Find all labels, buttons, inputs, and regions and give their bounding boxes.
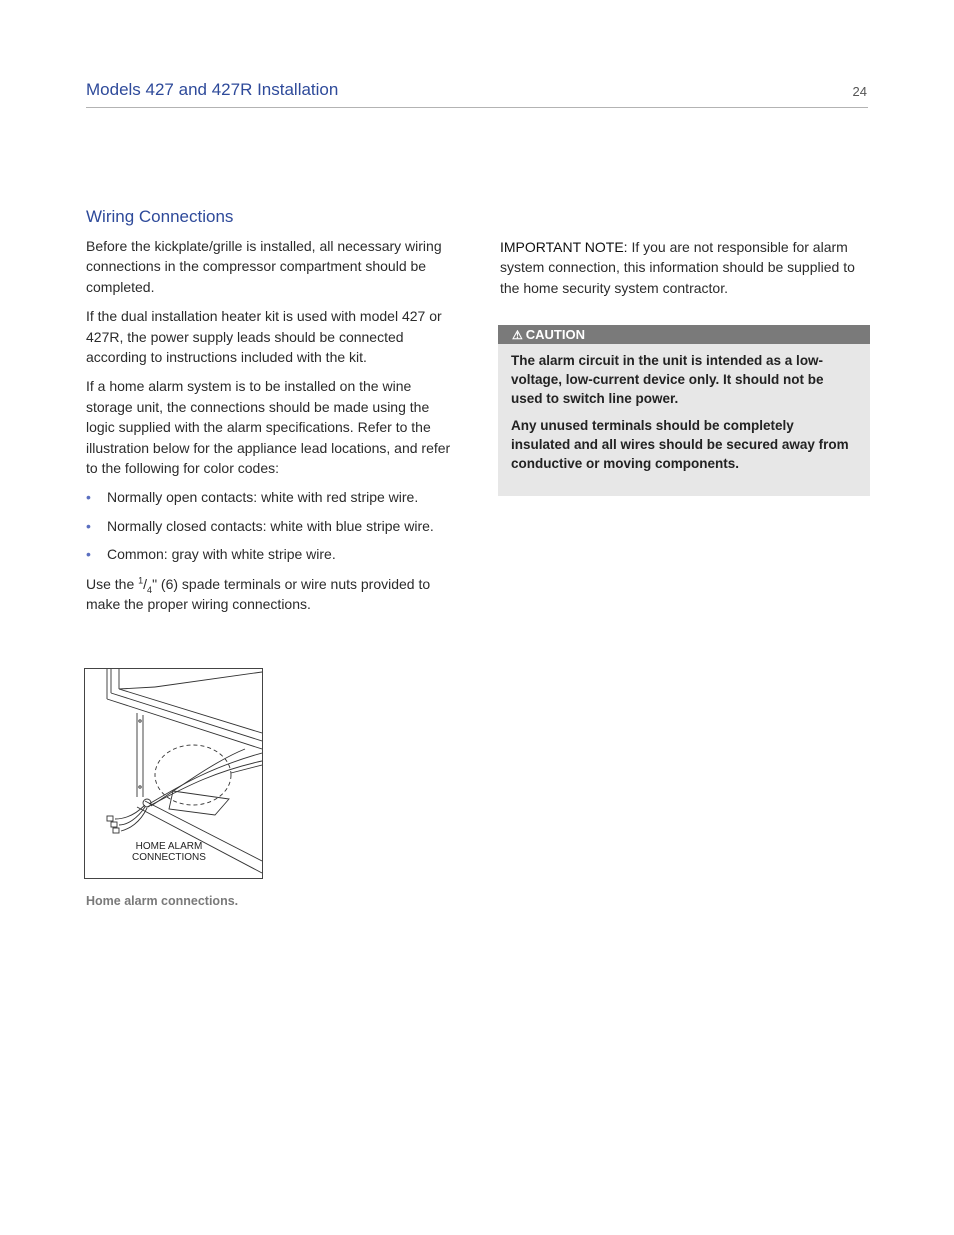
caution-box bbox=[498, 325, 870, 496]
list-item-text: Normally open contacts: white with red stripe wire. bbox=[107, 489, 419, 506]
figure-label-line1: HOME ALARM bbox=[135, 841, 203, 852]
section-heading: Wiring Connections bbox=[86, 207, 234, 226]
right-column bbox=[500, 237, 872, 307]
caution-header bbox=[498, 325, 870, 344]
fraction-slash: / bbox=[143, 575, 148, 592]
important-note-text: If you are not responsible for alarm system connection, this information should be supplied to the home security system contractor. bbox=[500, 239, 855, 296]
bullet-icon: • bbox=[86, 517, 91, 534]
home-alarm-illustration bbox=[84, 668, 263, 879]
caution-paragraph: Any unused terminals should be completely insulated and all wires should be secured away from conductive or moving components. bbox=[511, 418, 849, 471]
list-item-text: Normally closed contacts: white with blue stripe wire. bbox=[107, 517, 434, 534]
list-item bbox=[86, 516, 461, 536]
bullet-icon: • bbox=[86, 546, 91, 563]
figure-caption: Home alarm connections. bbox=[86, 894, 239, 908]
fraction-numerator: 1 bbox=[138, 575, 144, 586]
caution-body bbox=[498, 344, 870, 473]
caution-paragraph: The alarm circuit in the unit is intended as a low-voltage, low-current device only. It should not be used to switch line power. bbox=[511, 353, 824, 406]
list-item bbox=[86, 487, 461, 507]
caution-label: CAUTION bbox=[525, 327, 585, 342]
left-column bbox=[86, 207, 461, 624]
text-run: Use the bbox=[86, 575, 139, 592]
text-run: " (6) spade terminals or wire nuts provided to make the proper wiring connections. bbox=[86, 575, 431, 613]
alarm-wiring-drawing bbox=[85, 669, 262, 878]
paragraph: If a home alarm system is to be installed on the wine storage unit, the connections should be made using the logic supplied with the alarm specifications. Refer to the illustration below for the appliance lead locations, and refer to the following for color codes: bbox=[86, 378, 451, 477]
figure-label-line2: CONNECTIONS bbox=[132, 852, 206, 863]
list-item bbox=[86, 544, 461, 564]
color-code-list bbox=[86, 487, 461, 564]
paragraph: Before the kickplate/grille is installed, all necessary wiring connections in the compressor compartment should be completed. bbox=[86, 238, 442, 295]
paragraph bbox=[86, 574, 461, 615]
page-title: Models 427 and 427R Installation bbox=[86, 80, 339, 99]
important-note bbox=[500, 237, 872, 298]
paragraph: If the dual installation heater kit is used with model 427 or 427R, the power supply leads should be connected according to instructions included with the kit. bbox=[86, 308, 442, 366]
fraction-denominator: 4 bbox=[147, 584, 153, 595]
list-item-text: Common: gray with white stripe wire. bbox=[107, 546, 336, 563]
bullet-icon: • bbox=[86, 489, 91, 506]
header-divider bbox=[86, 107, 868, 108]
warning-triangle-icon: ⚠ bbox=[512, 328, 523, 342]
page-number: 24 bbox=[852, 84, 867, 99]
important-note-label: IMPORTANT NOTE: bbox=[500, 239, 628, 255]
